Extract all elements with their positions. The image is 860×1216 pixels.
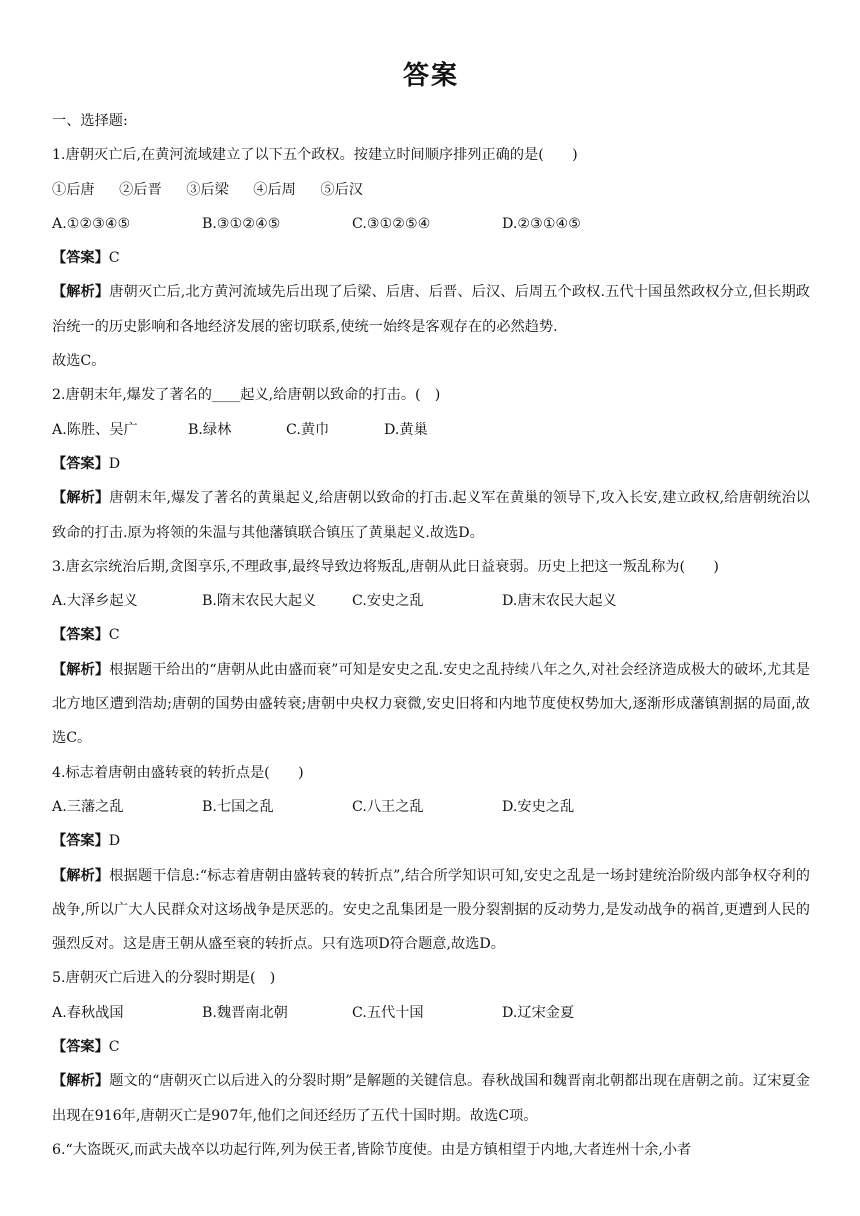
question-3-options [52,584,810,618]
question-1-answer [52,241,810,275]
analysis-text: 根据题干给出的“唐朝从此由盛而衰”可知是安史之乱.安史之乱持续八年之久,对社会经济造成极大的破坏,尤其是北方地区遭到浩劫;唐朝的国势由盛转衰;唐朝中央权力衰微,安史旧将和内地节度使权势加大,逐渐形成藩镇割据的局面,故选C。 [52,661,810,747]
question-2-analysis [52,481,810,550]
option-d: D.黄巢 [384,421,428,438]
answer-value: D [108,455,121,472]
analysis-text: 题文的“唐朝灭亡以后进入的分裂时期”是解题的关键信息。春秋战国和魏晋南北朝都出现在唐朝之前。辽宋夏金出现在916年,唐朝灭亡是907年,他们之间还经历了五代十国时期。故选C项。 [52,1073,810,1124]
answer-value: D [108,833,121,850]
option-d: D.唐末农民大起义 [502,593,617,610]
option-b: B.③①②④⑤ [202,215,281,232]
question-6-stem: 6.“大盗既灭,而武夫战卒以功起行阵,列为侯王者,皆除节度使。由是方镇相望于内地,大者连州十余,小者 [52,1141,692,1158]
question-4-stem: 4.标志着唐朝由盛转衰的转折点是( ) [52,764,304,781]
option-c: C.③①②⑤④ [352,215,431,232]
analysis-tag: 【解析】 [52,661,110,678]
question-3-analysis [52,653,810,756]
question-2-answer [52,447,810,481]
analysis-tag: 【解析】 [52,1073,110,1090]
question-5-options [52,996,810,1030]
item: ①后唐 [52,181,95,198]
item: ②后晋 [119,181,162,198]
question-5-answer [52,1030,810,1064]
analysis-tag: 【解析】 [52,284,110,301]
analysis-text: 唐朝末年,爆发了著名的黄巢起义,给唐朝以致命的打击.起义军在黄巢的领导下,攻入长安,建立政权,给唐朝统治以致命的打击.原为将领的朱温与其他藩镇联合镇压了黄巢起义.故选D。 [52,490,810,541]
question-1-conclusion: 故选C。 [52,353,106,370]
option-a: A.三藩之乱 [52,798,124,815]
question-3-stem: 3.唐玄宗统治后期,贪图享乐,不理政事,最终导致边将叛乱,唐朝从此日益衰弱。历史上把这一叛乱称为( ) [52,558,719,575]
answer-tag: 【答案】 [52,833,109,850]
option-c: C.八王之乱 [352,798,424,815]
answer-value: C [108,627,120,644]
question-2-options [52,413,810,447]
analysis-tag: 【解析】 [52,490,110,507]
analysis-tag: 【解析】 [52,867,110,884]
answer-tag: 【答案】 [52,627,109,644]
option-a: A.春秋战国 [52,1004,124,1021]
analysis-text: 唐朝灭亡后,北方黄河流域先后出现了后梁、后唐、后晋、后汉、后周五个政权.五代十国虽然政权分立,但长期政治统一的历史影响和各地经济发展的密切联系,使统一始终是客观存在的必然趋势. [52,284,810,335]
analysis-text: 根据题干信息:“标志着唐朝由盛转衰的转折点”,结合所学知识可知,安史之乱是一场封建统治阶级内部争权夺利的战争,所以广大人民群众对这场战争是厌恶的。安史之乱集团是一股分裂割据的反动势力,是发动战争的祸首,更遭到人民的强烈反对。这是唐王朝从盛至衰的转折点。只有选项D符合题意,故选D。 [52,867,810,953]
question-5-analysis [52,1064,810,1133]
item: ⑤后汉 [320,181,363,198]
answer-tag: 【答案】 [52,455,109,472]
question-1-options [52,207,810,241]
question-4-analysis [52,859,810,962]
option-d: D.辽宋金夏 [502,1004,575,1021]
section-heading: 一、选择题: [52,113,128,129]
option-a: A.陈胜、吴广 [52,421,138,438]
question-4-answer [52,824,810,858]
item: ④后周 [253,181,296,198]
question-5-stem: 5.唐朝灭亡后进入的分裂时期是( ) [52,970,276,987]
answer-tag: 【答案】 [52,1039,109,1056]
item: ③后梁 [186,181,229,198]
option-d: D.安史之乱 [502,798,575,815]
option-b: B.七国之乱 [202,798,274,815]
option-c: C.安史之乱 [352,593,424,610]
question-4-options [52,790,810,824]
option-b: B.魏晋南北朝 [202,1004,288,1021]
question-3-answer [52,618,810,652]
option-c: C.五代十国 [352,1004,424,1021]
option-d: D.②③①④⑤ [502,215,581,232]
option-a: A.大泽乡起义 [52,593,138,610]
option-b: B.绿林 [188,421,232,438]
question-2-stem: 2.唐朝末年,爆发了著名的____起义,给唐朝以致命的打击。( ) [52,387,441,404]
question-1-items [52,173,810,207]
answer-tag: 【答案】 [52,250,109,267]
option-b: B.隋末农民大起义 [202,593,317,610]
page-title: 答案 [402,61,459,91]
question-1-analysis [52,275,810,344]
answer-value: C [108,250,120,267]
option-a: A.①②③④⑤ [52,215,131,232]
option-c: C.黄巾 [286,421,330,438]
answer-value: C [108,1039,120,1056]
question-1-stem: 1.唐朝灭亡后,在黄河流域建立了以下五个政权。按建立时间顺序排列正确的是( ) [52,147,578,164]
